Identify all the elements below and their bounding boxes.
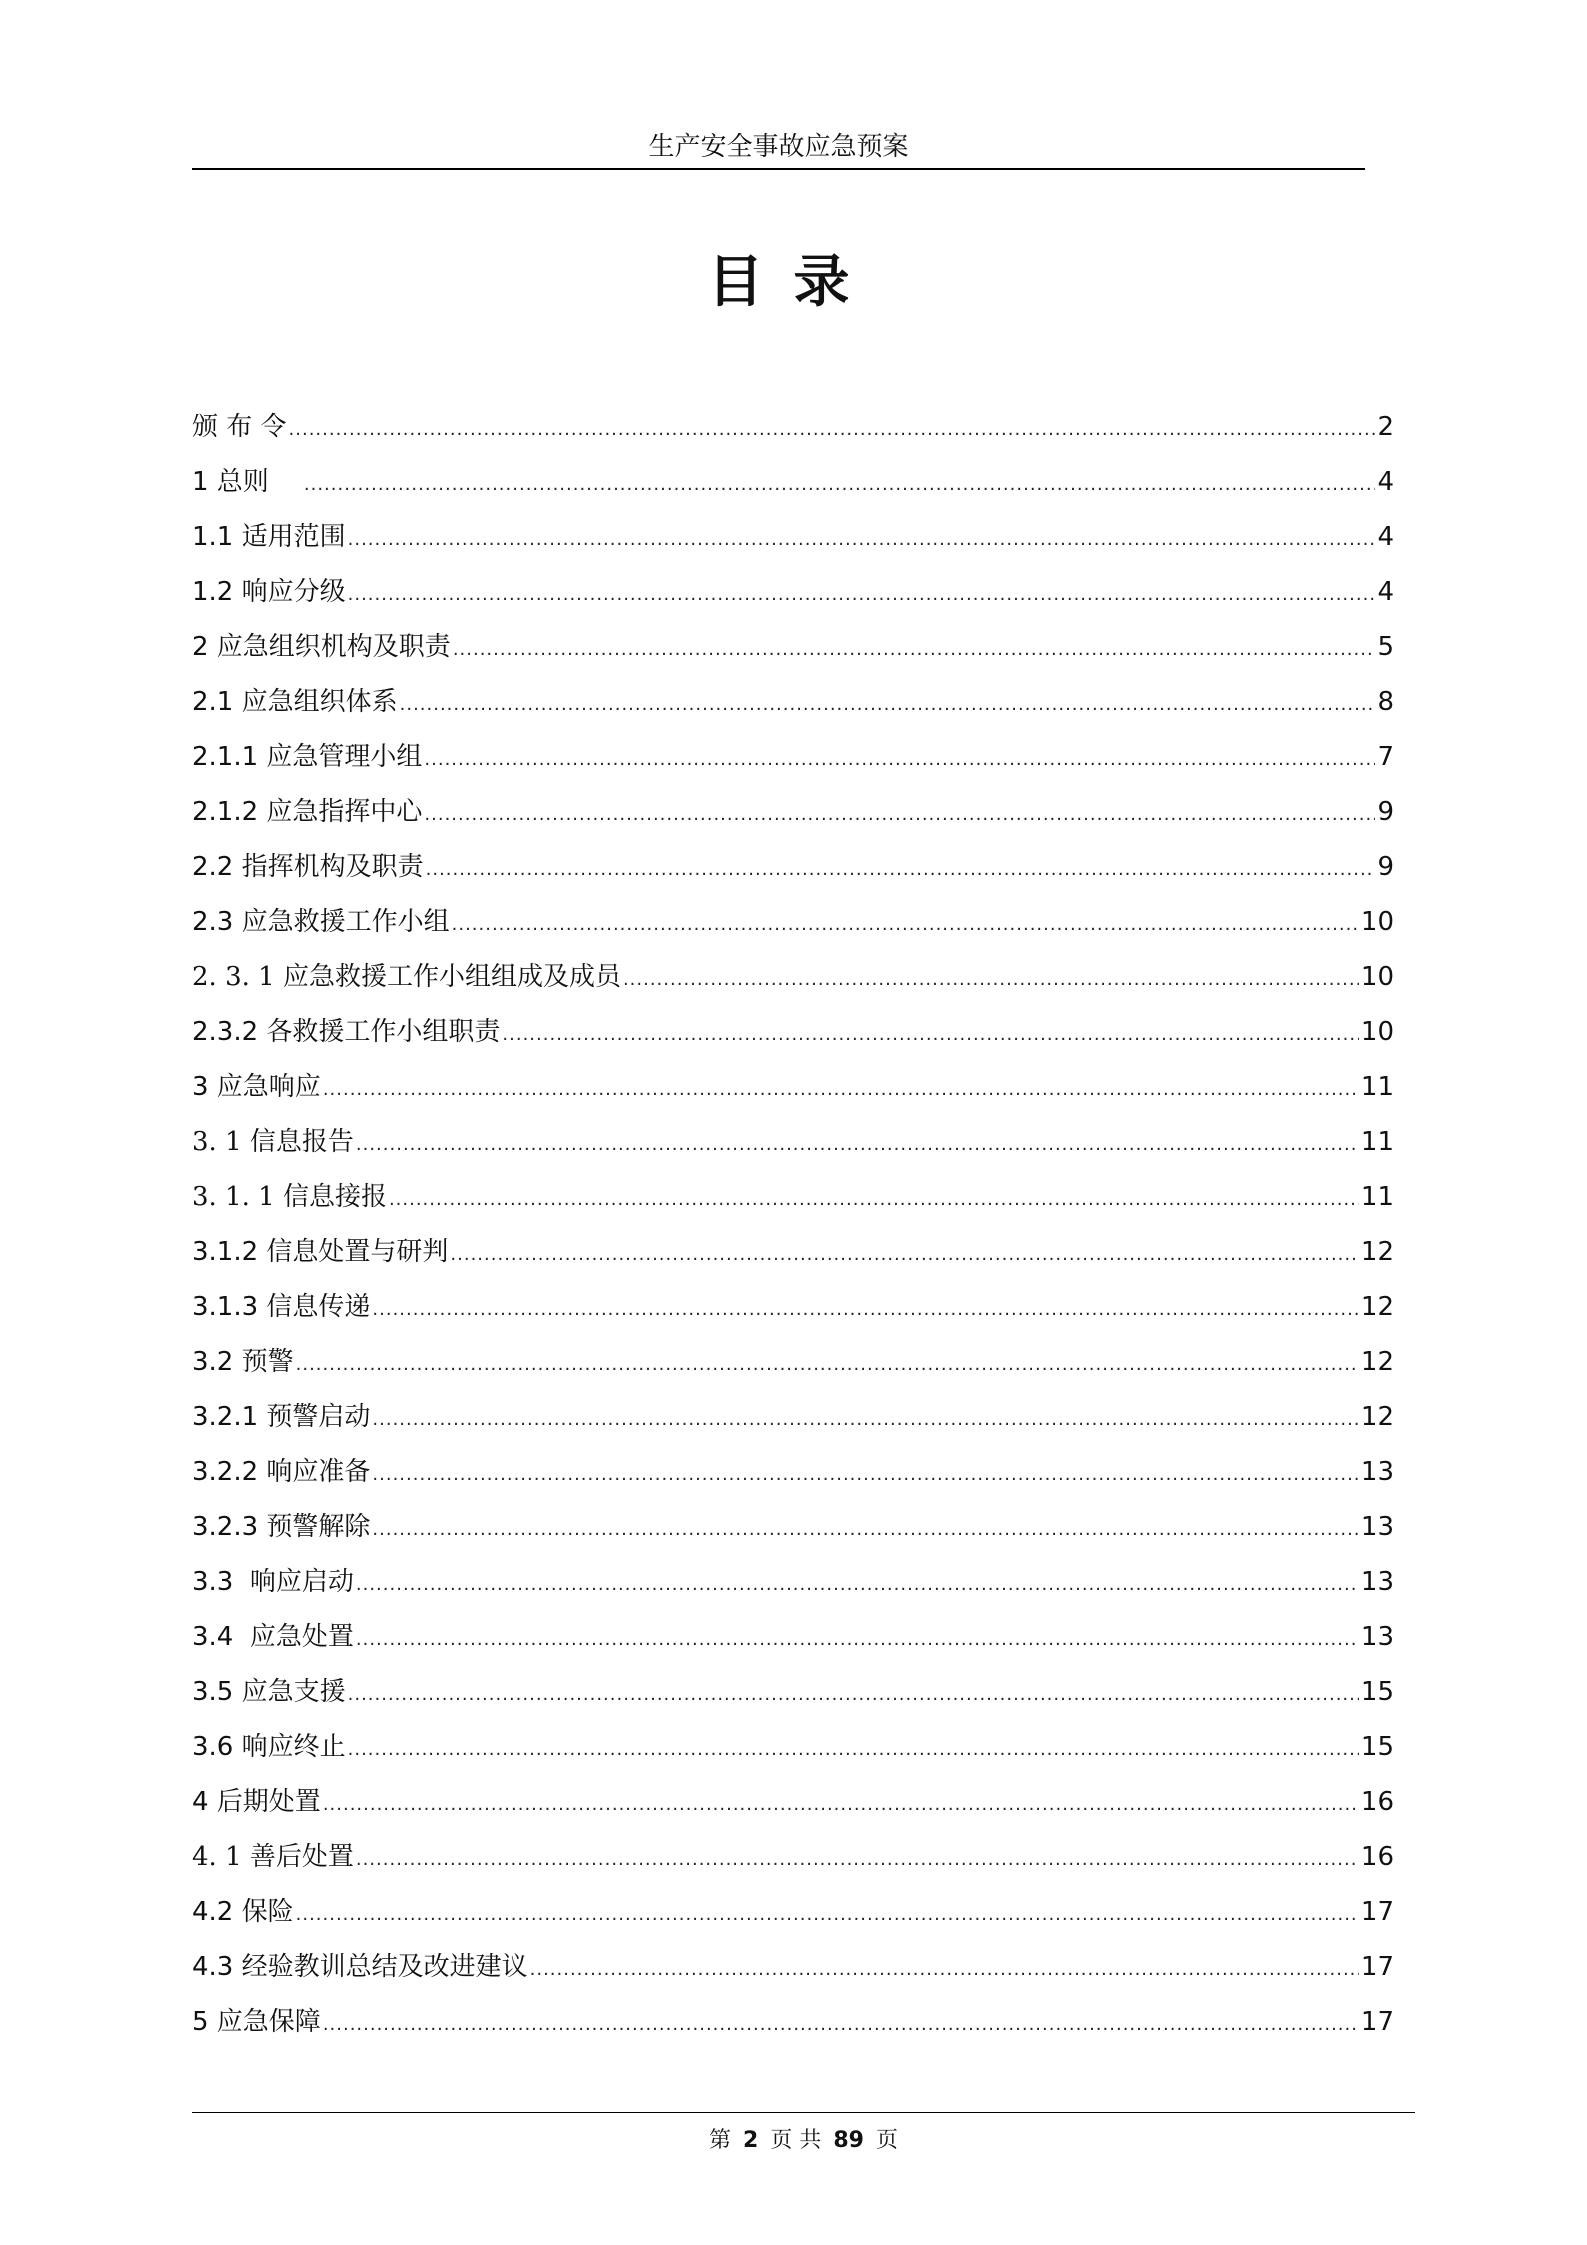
toc-dot-leader bbox=[372, 1447, 1358, 1502]
toc-entry-label: 4.3 经验教训总结及改进建议 bbox=[192, 1952, 528, 1982]
toc-dot-leader bbox=[304, 457, 1376, 512]
toc-entry-label: 1.1 适用范围 bbox=[192, 522, 346, 552]
toc-entry-page-number: 4 bbox=[1377, 467, 1394, 497]
toc-entry-label: 3.2 预警 bbox=[192, 1347, 294, 1377]
toc-entry-page-number: 4 bbox=[1377, 522, 1394, 552]
current-page-number: 2 bbox=[743, 2128, 759, 2153]
toc-dot-leader bbox=[389, 1172, 1359, 1227]
toc-entry-label: 3.6 响应终止 bbox=[192, 1732, 346, 1762]
toc-entry[interactable] bbox=[192, 565, 1394, 620]
toc-entry-label: 5 应急保障 bbox=[192, 2007, 321, 2037]
toc-dot-leader bbox=[323, 1062, 1359, 1117]
toc-entry-label: 2.3.2 各救援工作小组职责 bbox=[192, 1017, 501, 1047]
toc-dot-leader bbox=[356, 1612, 1359, 1667]
toc-entry-label: 3.1.2 信息处置与研判 bbox=[192, 1237, 449, 1267]
toc-entry-label: 4 后期处置 bbox=[192, 1787, 321, 1817]
toc-dot-leader bbox=[348, 1667, 1359, 1722]
footer-suffix: 页 bbox=[875, 2128, 898, 2153]
toc-entry[interactable] bbox=[192, 510, 1394, 565]
toc-entry[interactable] bbox=[192, 1170, 1394, 1225]
toc-entry-label: 颁 布 令 bbox=[192, 412, 287, 442]
toc-entry-page-number: 17 bbox=[1360, 1897, 1394, 1927]
toc-dot-leader bbox=[289, 402, 1376, 457]
toc-entry[interactable] bbox=[192, 620, 1394, 675]
toc-dot-leader bbox=[502, 1007, 1358, 1062]
toc-entry-page-number: 2 bbox=[1377, 412, 1394, 442]
toc-entry-label: 3 应急响应 bbox=[192, 1072, 321, 1102]
page-header bbox=[192, 118, 1365, 170]
toc-entry-label: 3.2.1 预警启动 bbox=[192, 1402, 371, 1432]
toc-dot-leader bbox=[450, 1227, 1358, 1282]
toc-entry[interactable] bbox=[192, 1005, 1394, 1060]
toc-entry-label: 3.1.3 信息传递 bbox=[192, 1292, 371, 1322]
toc-entry-page-number: 11 bbox=[1360, 1127, 1394, 1157]
toc-dot-leader bbox=[372, 1392, 1358, 1447]
toc-entry-label: 3.3 响应启动 bbox=[192, 1567, 354, 1597]
toc-entry[interactable] bbox=[192, 1775, 1394, 1830]
toc-entry-page-number: 9 bbox=[1377, 852, 1394, 882]
toc-entry-page-number: 7 bbox=[1377, 742, 1394, 772]
toc-entry-label: 2. 3. 1 应急救援工作小组组成及成员 bbox=[192, 962, 621, 992]
toc-entry-page-number: 13 bbox=[1360, 1622, 1394, 1652]
toc-entry-label: 3.4 应急处置 bbox=[192, 1622, 354, 1652]
toc-dot-leader bbox=[348, 512, 1376, 567]
toc-entry[interactable] bbox=[192, 1225, 1394, 1280]
toc-dot-leader bbox=[356, 1832, 1359, 1887]
toc-entry-page-number: 8 bbox=[1377, 687, 1394, 717]
toc-entry-label: 3.5 应急支援 bbox=[192, 1677, 346, 1707]
toc-dot-leader bbox=[424, 787, 1375, 842]
toc-dot-leader bbox=[424, 732, 1375, 787]
toc-entry-label: 3. 1. 1 信息接报 bbox=[192, 1182, 387, 1212]
toc-entry[interactable] bbox=[192, 455, 1394, 510]
toc-entry[interactable] bbox=[192, 895, 1394, 950]
toc-entry-label: 4.2 保险 bbox=[192, 1897, 294, 1927]
toc-entry[interactable] bbox=[192, 1830, 1394, 1885]
toc-entry[interactable] bbox=[192, 1445, 1394, 1500]
toc-dot-leader bbox=[348, 1722, 1359, 1777]
toc-entry-page-number: 5 bbox=[1377, 632, 1394, 662]
toc-entry-label: 4. 1 善后处置 bbox=[192, 1842, 354, 1872]
toc-entry-page-number: 13 bbox=[1360, 1567, 1394, 1597]
toc-entry-label: 2.1 应急组织体系 bbox=[192, 687, 398, 717]
toc-dot-leader bbox=[348, 567, 1376, 622]
toc-entry[interactable] bbox=[192, 1555, 1394, 1610]
toc-entry-page-number: 12 bbox=[1360, 1402, 1394, 1432]
toc-dot-leader bbox=[296, 1337, 1359, 1392]
toc-entry-page-number: 13 bbox=[1360, 1512, 1394, 1542]
toc-dot-leader bbox=[426, 842, 1376, 897]
toc-entry[interactable] bbox=[192, 1060, 1394, 1115]
toc-entry[interactable] bbox=[192, 1115, 1394, 1170]
toc-dot-leader bbox=[372, 1282, 1358, 1337]
toc-dot-leader bbox=[356, 1117, 1359, 1172]
toc-entry-page-number: 17 bbox=[1360, 2007, 1394, 2037]
toc-entry-label: 2.1.1 应急管理小组 bbox=[192, 742, 423, 772]
toc-entry-label: 2.3 应急救援工作小组 bbox=[192, 907, 450, 937]
toc-dot-leader bbox=[452, 897, 1359, 952]
toc-entry-page-number: 13 bbox=[1360, 1457, 1394, 1487]
toc-entry[interactable] bbox=[192, 730, 1394, 785]
toc-entry-page-number: 10 bbox=[1360, 907, 1394, 937]
toc-dot-leader bbox=[323, 1997, 1359, 2052]
toc-entry[interactable] bbox=[192, 1720, 1394, 1775]
toc-entry-label: 3.2.2 响应准备 bbox=[192, 1457, 371, 1487]
toc-entry[interactable] bbox=[192, 1995, 1394, 2050]
toc-entry[interactable] bbox=[192, 1280, 1394, 1335]
toc-entry[interactable] bbox=[192, 675, 1394, 730]
toc-entry[interactable] bbox=[192, 840, 1394, 895]
toc-entry-page-number: 16 bbox=[1360, 1842, 1394, 1872]
toc-entry-page-number: 12 bbox=[1360, 1347, 1394, 1377]
toc-entry-page-number: 10 bbox=[1360, 1017, 1394, 1047]
toc-entry-label: 2.2 指挥机构及职责 bbox=[192, 852, 424, 882]
toc-dot-leader bbox=[453, 622, 1376, 677]
toc-entry[interactable] bbox=[192, 950, 1394, 1005]
toc-dot-leader bbox=[372, 1502, 1358, 1557]
toc-entry[interactable] bbox=[192, 1610, 1394, 1665]
toc-entry-page-number: 11 bbox=[1360, 1072, 1394, 1102]
toc-entry-label: 3. 1 信息报告 bbox=[192, 1127, 354, 1157]
toc-entry-page-number: 12 bbox=[1360, 1237, 1394, 1267]
toc-entry[interactable] bbox=[192, 1885, 1394, 1940]
toc-dot-leader bbox=[623, 952, 1359, 1007]
toc-entry[interactable] bbox=[192, 1390, 1394, 1445]
toc-entry[interactable] bbox=[192, 400, 1394, 455]
footer-prefix: 第 bbox=[709, 2128, 732, 2153]
toc-entry-label: 1 总则 bbox=[192, 467, 302, 497]
toc-entry-page-number: 16 bbox=[1360, 1787, 1394, 1817]
page-footer bbox=[192, 2112, 1415, 2153]
document-title: 生产安全事故应急预案 bbox=[648, 132, 909, 162]
table-of-contents bbox=[192, 400, 1394, 2050]
toc-dot-leader bbox=[356, 1557, 1359, 1612]
toc-entry-page-number: 12 bbox=[1360, 1292, 1394, 1322]
toc-entry-page-number: 4 bbox=[1377, 577, 1394, 607]
toc-entry-label: 2 应急组织机构及职责 bbox=[192, 632, 451, 662]
total-pages-number: 89 bbox=[833, 2128, 864, 2153]
footer-middle: 页 共 bbox=[770, 2128, 822, 2153]
toc-dot-leader bbox=[323, 1777, 1359, 1832]
toc-entry[interactable] bbox=[192, 1665, 1394, 1720]
toc-entry[interactable] bbox=[192, 1335, 1394, 1390]
page-number-text bbox=[192, 2123, 1415, 2154]
toc-entry-label: 3.2.3 预警解除 bbox=[192, 1512, 371, 1542]
toc-entry[interactable] bbox=[192, 1940, 1394, 1995]
toc-entry-page-number: 15 bbox=[1360, 1732, 1394, 1762]
toc-entry-page-number: 17 bbox=[1360, 1952, 1394, 1982]
toc-entry-page-number: 11 bbox=[1360, 1182, 1394, 1212]
toc-entry-page-number: 10 bbox=[1360, 962, 1394, 992]
toc-entry-label: 1.2 响应分级 bbox=[192, 577, 346, 607]
toc-entry-page-number: 9 bbox=[1377, 797, 1394, 827]
toc-dot-leader bbox=[400, 677, 1376, 732]
toc-dot-leader bbox=[296, 1887, 1359, 1942]
toc-dot-leader bbox=[530, 1942, 1359, 1997]
toc-entry[interactable] bbox=[192, 785, 1394, 840]
toc-entry-label: 2.1.2 应急指挥中心 bbox=[192, 797, 423, 827]
toc-entry[interactable] bbox=[192, 1500, 1394, 1555]
toc-heading: 目录 bbox=[707, 249, 880, 315]
toc-entry-page-number: 15 bbox=[1360, 1677, 1394, 1707]
